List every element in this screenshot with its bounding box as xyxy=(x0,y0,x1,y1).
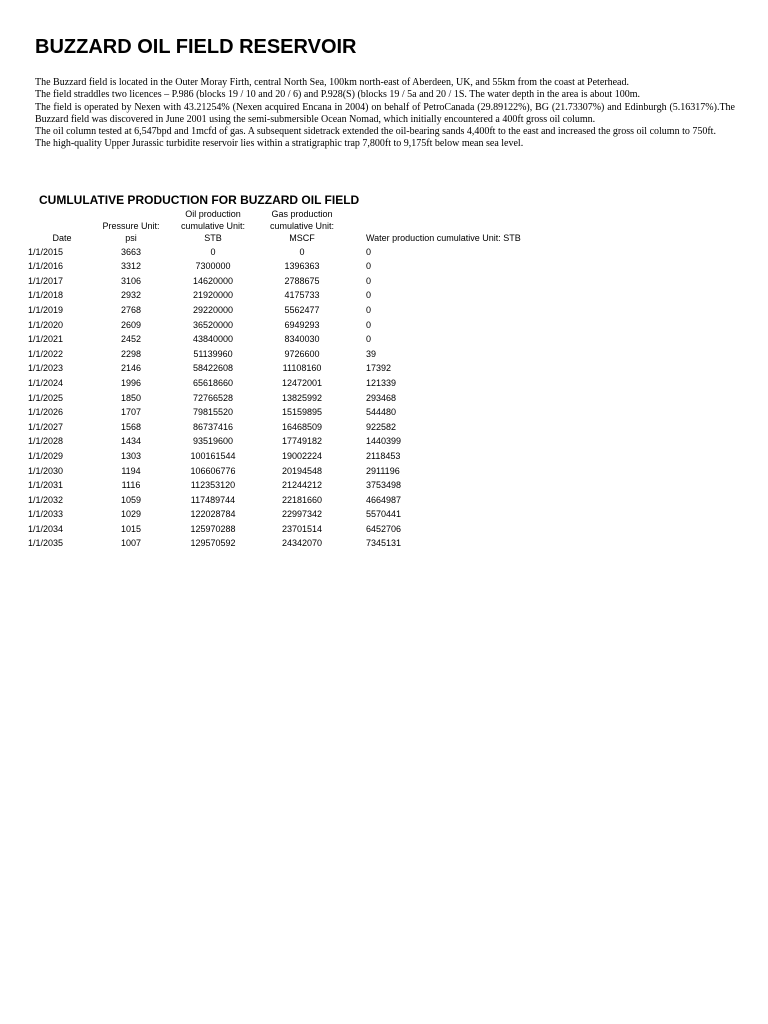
table-row xyxy=(26,522,521,537)
cell-water: 922582 xyxy=(366,421,397,432)
cell-water: 293468 xyxy=(366,392,397,403)
header-gas: Gas production cumulative Unit: MSCF xyxy=(269,209,335,244)
cell-water: 0 xyxy=(366,275,372,286)
cell-oil: 117489744 xyxy=(190,494,236,505)
cell-date: 1/1/2015 xyxy=(28,246,64,257)
cell-gas: 13825992 xyxy=(281,392,323,403)
cell-water: 0 xyxy=(366,304,372,315)
cell-gas: 24342070 xyxy=(281,538,323,549)
cell-date: 1/1/2027 xyxy=(28,421,64,432)
cell-oil: 51139960 xyxy=(193,348,233,359)
header-date: Date xyxy=(52,233,72,244)
cell-gas: 12472001 xyxy=(281,377,323,388)
cell-date: 1/1/2028 xyxy=(28,436,64,447)
cell-date: 1/1/2019 xyxy=(28,304,64,315)
intro-text xyxy=(35,77,735,151)
cell-gas: 17749182 xyxy=(281,436,323,447)
table-row xyxy=(26,361,521,376)
table-row xyxy=(26,274,521,289)
cell-pressure: 1194 xyxy=(121,465,141,476)
table-row xyxy=(26,376,521,391)
cell-pressure: 1059 xyxy=(120,494,142,505)
cell-oil: 86737416 xyxy=(192,421,234,432)
cell-oil: 112353120 xyxy=(190,480,236,491)
cell-gas: 15159895 xyxy=(281,407,323,418)
cell-gas: 6949293 xyxy=(284,319,320,330)
cell-water: 121339 xyxy=(366,377,397,388)
cell-date: 1/1/2031 xyxy=(28,480,64,491)
cell-date: 1/1/2026 xyxy=(28,407,64,418)
cell-gas: 5562477 xyxy=(284,304,320,315)
cell-gas: 4175733 xyxy=(284,290,320,301)
cell-pressure: 1116 xyxy=(121,480,141,491)
table-row xyxy=(26,405,521,420)
cell-date: 1/1/2032 xyxy=(28,494,64,505)
cell-water: 2911196 xyxy=(366,465,400,476)
cell-oil: 100161544 xyxy=(190,450,236,461)
cell-oil: 72766528 xyxy=(192,392,234,403)
cell-pressure: 1707 xyxy=(120,407,142,418)
cell-pressure: 3663 xyxy=(120,246,142,257)
cell-oil: 0 xyxy=(210,246,216,257)
cell-gas: 16468509 xyxy=(281,421,323,432)
table-row xyxy=(26,391,521,406)
cell-date: 1/1/2034 xyxy=(28,523,64,534)
table-row xyxy=(26,347,521,362)
cell-oil: 43840000 xyxy=(192,334,234,345)
document-title: BUZZARD OIL FIELD RESERVOIR xyxy=(35,36,357,58)
cell-date: 1/1/2020 xyxy=(28,319,64,330)
cell-oil: 7300000 xyxy=(195,261,231,272)
cell-water: 2118453 xyxy=(366,450,401,461)
cell-gas: 20194548 xyxy=(281,465,323,476)
cell-oil: 58422608 xyxy=(192,363,234,374)
cell-gas: 0 xyxy=(299,246,305,257)
table-header-row xyxy=(26,208,521,245)
intro-paragraph: The high-quality Upper Jurassic turbidite reservoir lies within a stratigraphic trap 7,800ft to 9,175ft below mean sea level. xyxy=(35,138,524,150)
cell-gas: 2788675 xyxy=(284,275,320,286)
table-row xyxy=(26,288,521,303)
cell-water: 0 xyxy=(366,319,372,330)
cell-gas: 19002224 xyxy=(281,450,323,461)
cell-date: 1/1/2017 xyxy=(28,275,64,286)
cell-water: 0 xyxy=(366,290,372,301)
cell-date: 1/1/2022 xyxy=(28,348,64,359)
cell-date: 1/1/2030 xyxy=(28,465,64,476)
intro-paragraph: The oil column tested at 6,547bpd and 1mcfd of gas. A subsequent sidetrack extended the oil-bearing sands 4,400ft to the east and increased the gross oil column to 750ft. xyxy=(35,126,716,138)
cell-water: 0 xyxy=(366,334,372,345)
cell-pressure: 1015 xyxy=(120,523,142,534)
cell-pressure: 1303 xyxy=(120,450,142,461)
cell-pressure: 2146 xyxy=(120,363,142,374)
cell-water: 5570441 xyxy=(366,509,402,520)
cell-pressure: 3312 xyxy=(120,261,142,272)
cell-date: 1/1/2024 xyxy=(28,377,64,388)
production-table xyxy=(26,208,521,551)
cell-pressure: 1029 xyxy=(120,509,142,520)
cell-water: 17392 xyxy=(366,363,392,374)
table-row xyxy=(26,464,521,479)
cell-oil: 36520000 xyxy=(192,319,234,330)
cell-gas: 21244212 xyxy=(281,480,323,491)
table-row xyxy=(26,303,521,318)
cell-pressure: 1434 xyxy=(120,436,142,447)
cell-pressure: 2452 xyxy=(120,334,142,345)
cell-oil: 29220000 xyxy=(192,304,234,315)
cell-pressure: 2932 xyxy=(120,290,142,301)
table-row xyxy=(26,318,521,333)
table-row xyxy=(26,434,521,449)
cell-water: 0 xyxy=(366,246,372,257)
header-water: Water production cumulative Unit: STB xyxy=(366,233,521,244)
cell-gas: 23701514 xyxy=(281,523,323,534)
cell-gas: 8340030 xyxy=(284,334,320,345)
cell-pressure: 2768 xyxy=(120,304,142,315)
table-row xyxy=(26,493,521,508)
cell-gas: 11108160 xyxy=(282,363,322,374)
table-row xyxy=(26,420,521,435)
cell-pressure: 2298 xyxy=(120,348,142,359)
cell-water: 544480 xyxy=(366,407,397,418)
cell-date: 1/1/2029 xyxy=(28,450,64,461)
table-row xyxy=(26,507,521,522)
cell-gas: 1396363 xyxy=(284,261,320,272)
cell-date: 1/1/2023 xyxy=(28,363,64,374)
cell-pressure: 1007 xyxy=(120,538,142,549)
cell-oil: 122028784 xyxy=(190,509,236,520)
cell-gas: 9726600 xyxy=(284,348,320,359)
cell-date: 1/1/2021 xyxy=(28,334,64,345)
cell-oil: 125970288 xyxy=(190,523,236,534)
cell-oil: 129570592 xyxy=(190,538,236,549)
header-oil: Oil production cumulative Unit: STB xyxy=(180,209,246,244)
table-row xyxy=(26,245,521,260)
table-title: CUMLULATIVE PRODUCTION FOR BUZZARD OIL FIELD xyxy=(39,193,360,207)
table-row xyxy=(26,449,521,464)
cell-oil: 14620000 xyxy=(192,275,234,286)
cell-date: 1/1/2018 xyxy=(28,290,64,301)
cell-gas: 22181660 xyxy=(281,494,323,505)
cell-water: 39 xyxy=(366,348,377,359)
cell-pressure: 1996 xyxy=(120,377,142,388)
cell-water: 0 xyxy=(366,261,372,272)
cell-oil: 21920000 xyxy=(192,290,234,301)
cell-water: 6452706 xyxy=(366,523,402,534)
cell-oil: 79815520 xyxy=(192,407,234,418)
cell-water: 7345131 xyxy=(366,538,402,549)
cell-pressure: 3106 xyxy=(120,275,142,286)
cell-water: 3753498 xyxy=(366,480,402,491)
cell-water: 4664987 xyxy=(366,494,402,505)
header-pressure: Pressure Unit: psi xyxy=(102,221,160,244)
intro-paragraph: The field straddles two licences – P.986 (blocks 19 / 10 and 20 / 6) and P.928(S) (blocks 19 / 5a and 20 / 1S. The water depth in the area is about 100m. xyxy=(35,89,640,101)
intro-paragraph: The Buzzard field is located in the Outer Moray Firth, central North Sea, 100km north-east of Aberdeen, UK, and 55km from the coast at Peterhead. xyxy=(35,77,629,88)
table-row xyxy=(26,332,521,347)
table-row xyxy=(26,536,521,551)
cell-pressure: 2609 xyxy=(120,319,142,330)
cell-date: 1/1/2035 xyxy=(28,538,64,549)
table-row xyxy=(26,259,521,274)
cell-pressure: 1850 xyxy=(120,392,142,403)
cell-oil: 93519600 xyxy=(192,436,234,447)
cell-oil: 65618660 xyxy=(192,377,234,388)
cell-pressure: 1568 xyxy=(120,421,142,432)
cell-date: 1/1/2025 xyxy=(28,392,64,403)
cell-water: 1440399 xyxy=(366,436,402,447)
cell-date: 1/1/2016 xyxy=(28,261,64,272)
table-row xyxy=(26,478,521,493)
cell-oil: 106606776 xyxy=(190,465,236,476)
cell-gas: 22997342 xyxy=(281,509,323,520)
cell-date: 1/1/2033 xyxy=(28,509,64,520)
intro-paragraph: The field is operated by Nexen with 43.21254% (Nexen acquired Encana in 2004) on behalf of PetroCanada (29.89122%), BG (21.73307%) and Edinburgh (5.16317%).The Buzzard field was discovered in June 2001 using the semi-submersible Ocean Nomad, which initially encountered a 400ft gross oil column. xyxy=(35,101,735,125)
